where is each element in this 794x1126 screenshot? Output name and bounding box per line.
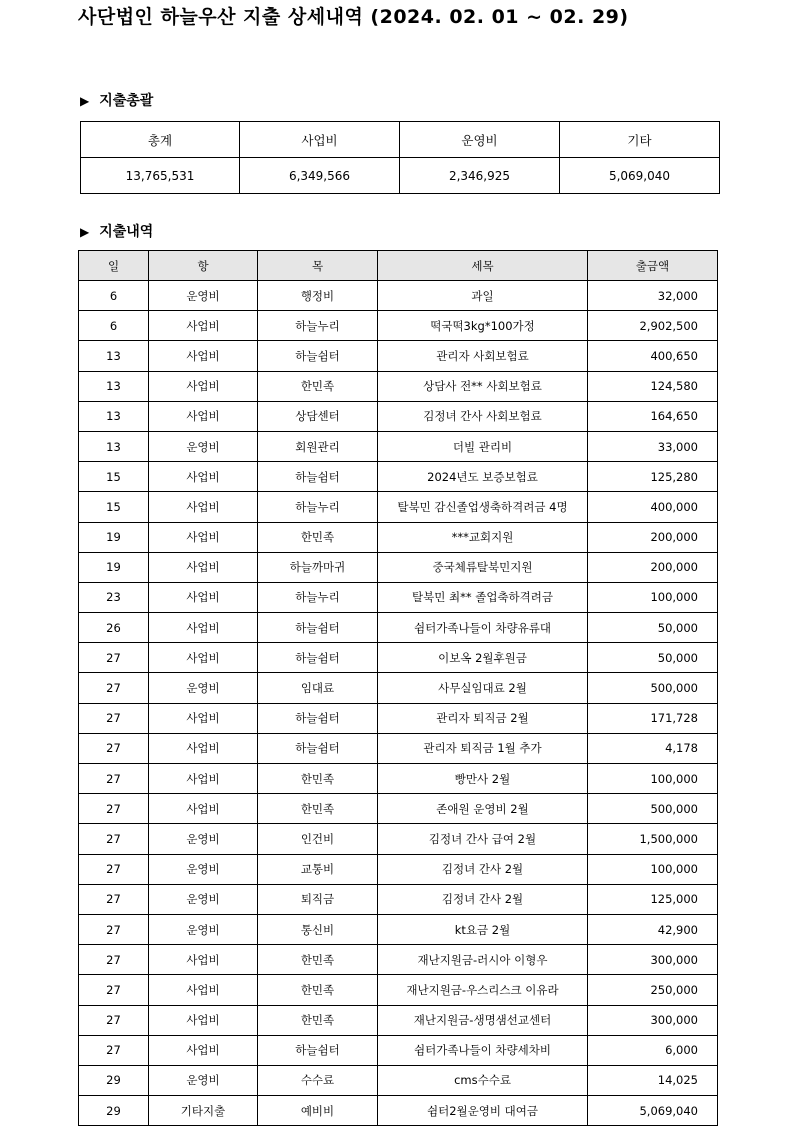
cell-item: 임대료 <box>258 673 378 703</box>
cell-category: 사업비 <box>149 1035 258 1065</box>
cell-category: 사업비 <box>149 311 258 341</box>
cell-day: 6 <box>79 311 149 341</box>
cell-detail: kt요금 2월 <box>378 914 588 944</box>
cell-day: 27 <box>79 1005 149 1035</box>
cell-category: 사업비 <box>149 733 258 763</box>
cell-amount: 50,000 <box>588 643 718 673</box>
cell-amount: 50,000 <box>588 613 718 643</box>
cell-item: 교통비 <box>258 854 378 884</box>
summary-header-business: 사업비 <box>240 122 400 158</box>
cell-detail: 재난지원금-생명샘선교센터 <box>378 1005 588 1035</box>
cell-category: 운영비 <box>149 884 258 914</box>
table-row <box>79 401 718 431</box>
cell-amount: 164,650 <box>588 401 718 431</box>
cell-category: 사업비 <box>149 582 258 612</box>
cell-category: 사업비 <box>149 703 258 733</box>
table-row <box>79 703 718 733</box>
cell-amount: 200,000 <box>588 522 718 552</box>
cell-category: 사업비 <box>149 371 258 401</box>
cell-detail: 2024년도 보증보험료 <box>378 462 588 492</box>
cell-item: 한민족 <box>258 794 378 824</box>
triangle-right-icon: ▶ <box>80 94 90 108</box>
cell-day: 29 <box>79 1065 149 1095</box>
cell-item: 회원관리 <box>258 431 378 461</box>
table-row <box>79 824 718 854</box>
cell-detail: 상담사 전** 사회보험료 <box>378 371 588 401</box>
cell-amount: 2,902,500 <box>588 311 718 341</box>
header-item: 목 <box>258 251 378 281</box>
cell-detail: 존애원 운영비 2월 <box>378 794 588 824</box>
cell-amount: 100,000 <box>588 582 718 612</box>
cell-day: 15 <box>79 462 149 492</box>
cell-detail: 과일 <box>378 281 588 311</box>
cell-item: 퇴직금 <box>258 884 378 914</box>
summary-header-row <box>81 122 720 158</box>
header-amount: 출금액 <box>588 251 718 281</box>
summary-header-other: 기타 <box>560 122 720 158</box>
triangle-right-icon: ▶ <box>80 225 90 239</box>
table-row <box>79 673 718 703</box>
cell-day: 27 <box>79 1035 149 1065</box>
cell-day: 19 <box>79 552 149 582</box>
cell-category: 운영비 <box>149 1065 258 1095</box>
cell-day: 29 <box>79 1096 149 1126</box>
detail-header-row <box>79 251 718 281</box>
cell-item: 하늘쉼터 <box>258 462 378 492</box>
cell-amount: 500,000 <box>588 673 718 703</box>
cell-item: 한민족 <box>258 764 378 794</box>
table-row <box>79 341 718 371</box>
cell-detail: 관리자 퇴직금 2월 <box>378 703 588 733</box>
cell-item: 통신비 <box>258 914 378 944</box>
cell-detail: 김정녀 간사 2월 <box>378 854 588 884</box>
table-row <box>79 613 718 643</box>
cell-category: 운영비 <box>149 431 258 461</box>
table-row <box>79 733 718 763</box>
cell-item: 하늘쉼터 <box>258 341 378 371</box>
cell-detail: 쉼터2월운영비 대여금 <box>378 1096 588 1126</box>
cell-item: 하늘누리 <box>258 311 378 341</box>
table-row <box>79 884 718 914</box>
cell-item: 하늘쉼터 <box>258 733 378 763</box>
table-row <box>79 975 718 1005</box>
cell-detail: 재난지원금-러시아 이형우 <box>378 945 588 975</box>
cell-category: 운영비 <box>149 673 258 703</box>
table-row <box>79 582 718 612</box>
cell-day: 27 <box>79 733 149 763</box>
cell-day: 27 <box>79 824 149 854</box>
cell-detail: 빵만사 2월 <box>378 764 588 794</box>
cell-amount: 4,178 <box>588 733 718 763</box>
cell-detail: 김정녀 간사 사회보험료 <box>378 401 588 431</box>
cell-day: 27 <box>79 884 149 914</box>
table-row <box>79 371 718 401</box>
cell-amount: 250,000 <box>588 975 718 1005</box>
summary-value-other: 5,069,040 <box>560 158 720 194</box>
cell-day: 13 <box>79 431 149 461</box>
cell-day: 19 <box>79 522 149 552</box>
cell-day: 13 <box>79 341 149 371</box>
cell-amount: 32,000 <box>588 281 718 311</box>
cell-category: 기타지출 <box>149 1096 258 1126</box>
cell-detail: 떡국떡3kg*100가정 <box>378 311 588 341</box>
cell-category: 사업비 <box>149 1005 258 1035</box>
cell-amount: 171,728 <box>588 703 718 733</box>
cell-category: 사업비 <box>149 341 258 371</box>
page-title: 사단법인 하늘우산 지출 상세내역 (2024. 02. 01 ~ 02. 29) <box>78 6 629 28</box>
cell-category: 사업비 <box>149 643 258 673</box>
table-row <box>79 854 718 884</box>
table-row <box>79 552 718 582</box>
cell-detail: 재난지원금-우스리스크 이유라 <box>378 975 588 1005</box>
cell-day: 27 <box>79 764 149 794</box>
cell-amount: 42,900 <box>588 914 718 944</box>
table-row <box>79 1096 718 1126</box>
cell-day: 6 <box>79 281 149 311</box>
cell-day: 27 <box>79 975 149 1005</box>
cell-detail: ***교회지원 <box>378 522 588 552</box>
table-row <box>79 914 718 944</box>
table-row <box>79 522 718 552</box>
cell-day: 13 <box>79 401 149 431</box>
cell-amount: 5,069,040 <box>588 1096 718 1126</box>
cell-amount: 100,000 <box>588 764 718 794</box>
cell-amount: 100,000 <box>588 854 718 884</box>
cell-amount: 200,000 <box>588 552 718 582</box>
detail-heading-label: 지출내역 <box>99 224 154 240</box>
summary-value-row <box>81 158 720 194</box>
table-row <box>79 1005 718 1035</box>
detail-table <box>78 250 718 1126</box>
cell-category: 사업비 <box>149 552 258 582</box>
detail-heading <box>80 221 153 241</box>
cell-day: 27 <box>79 794 149 824</box>
cell-category: 운영비 <box>149 854 258 884</box>
summary-heading <box>80 90 153 110</box>
cell-day: 26 <box>79 613 149 643</box>
cell-category: 사업비 <box>149 401 258 431</box>
header-day: 일 <box>79 251 149 281</box>
cell-detail: 이보옥 2월후원금 <box>378 643 588 673</box>
cell-item: 하늘누리 <box>258 582 378 612</box>
cell-amount: 1,500,000 <box>588 824 718 854</box>
table-row <box>79 1065 718 1095</box>
cell-detail: cms수수료 <box>378 1065 588 1095</box>
cell-category: 사업비 <box>149 462 258 492</box>
cell-item: 수수료 <box>258 1065 378 1095</box>
summary-header-operating: 운영비 <box>400 122 560 158</box>
cell-amount: 14,025 <box>588 1065 718 1095</box>
cell-category: 사업비 <box>149 764 258 794</box>
cell-item: 하늘까마귀 <box>258 552 378 582</box>
detail-body <box>79 281 718 1126</box>
cell-day: 27 <box>79 643 149 673</box>
cell-detail: 탈북민 최** 졸업축하격려금 <box>378 582 588 612</box>
summary-value-operating: 2,346,925 <box>400 158 560 194</box>
cell-day: 23 <box>79 582 149 612</box>
cell-item: 한민족 <box>258 975 378 1005</box>
cell-category: 사업비 <box>149 492 258 522</box>
summary-heading-label: 지출총괄 <box>99 93 154 109</box>
summary-value-business: 6,349,566 <box>240 158 400 194</box>
table-row <box>79 794 718 824</box>
cell-amount: 124,580 <box>588 371 718 401</box>
cell-item: 상담센터 <box>258 401 378 431</box>
cell-item: 하늘쉼터 <box>258 643 378 673</box>
cell-detail: 쉼터가족나들이 차량세차비 <box>378 1035 588 1065</box>
cell-day: 27 <box>79 703 149 733</box>
cell-detail: 더빌 관리비 <box>378 431 588 461</box>
cell-amount: 300,000 <box>588 1005 718 1035</box>
cell-day: 27 <box>79 673 149 703</box>
cell-category: 운영비 <box>149 914 258 944</box>
cell-item: 예비비 <box>258 1096 378 1126</box>
cell-item: 한민족 <box>258 371 378 401</box>
cell-detail: 김정녀 간사 2월 <box>378 884 588 914</box>
cell-detail: 김정녀 간사 급여 2월 <box>378 824 588 854</box>
cell-day: 27 <box>79 914 149 944</box>
cell-item: 하늘쉼터 <box>258 703 378 733</box>
table-row <box>79 1035 718 1065</box>
cell-detail: 쉼터가족나들이 차량유류대 <box>378 613 588 643</box>
cell-day: 15 <box>79 492 149 522</box>
cell-amount: 33,000 <box>588 431 718 461</box>
cell-amount: 300,000 <box>588 945 718 975</box>
table-row <box>79 492 718 522</box>
cell-detail: 중국체류탈북민지원 <box>378 552 588 582</box>
cell-detail: 탈북민 감신졸업생축하격려금 4명 <box>378 492 588 522</box>
cell-item: 하늘쉼터 <box>258 613 378 643</box>
summary-table <box>80 121 720 194</box>
table-row <box>79 281 718 311</box>
cell-item: 한민족 <box>258 522 378 552</box>
table-row <box>79 643 718 673</box>
cell-detail: 관리자 퇴직금 1월 추가 <box>378 733 588 763</box>
cell-category: 사업비 <box>149 945 258 975</box>
cell-item: 한민족 <box>258 1005 378 1035</box>
table-row <box>79 431 718 461</box>
header-category: 항 <box>149 251 258 281</box>
cell-day: 27 <box>79 945 149 975</box>
cell-item: 인건비 <box>258 824 378 854</box>
cell-item: 행정비 <box>258 281 378 311</box>
cell-category: 사업비 <box>149 794 258 824</box>
cell-amount: 125,280 <box>588 462 718 492</box>
cell-item: 하늘쉼터 <box>258 1035 378 1065</box>
cell-amount: 400,000 <box>588 492 718 522</box>
cell-detail: 사무실임대료 2월 <box>378 673 588 703</box>
cell-amount: 125,000 <box>588 884 718 914</box>
summary-header-total: 총계 <box>81 122 240 158</box>
cell-item: 하늘누리 <box>258 492 378 522</box>
table-row <box>79 945 718 975</box>
cell-category: 운영비 <box>149 281 258 311</box>
table-row <box>79 764 718 794</box>
cell-category: 사업비 <box>149 522 258 552</box>
cell-category: 운영비 <box>149 824 258 854</box>
summary-value-total: 13,765,531 <box>81 158 240 194</box>
header-detail: 세목 <box>378 251 588 281</box>
table-row <box>79 311 718 341</box>
cell-day: 13 <box>79 371 149 401</box>
cell-item: 한민족 <box>258 945 378 975</box>
cell-amount: 6,000 <box>588 1035 718 1065</box>
cell-detail: 관리자 사회보험료 <box>378 341 588 371</box>
table-row <box>79 462 718 492</box>
cell-category: 사업비 <box>149 613 258 643</box>
cell-category: 사업비 <box>149 975 258 1005</box>
cell-amount: 500,000 <box>588 794 718 824</box>
cell-day: 27 <box>79 854 149 884</box>
cell-amount: 400,650 <box>588 341 718 371</box>
